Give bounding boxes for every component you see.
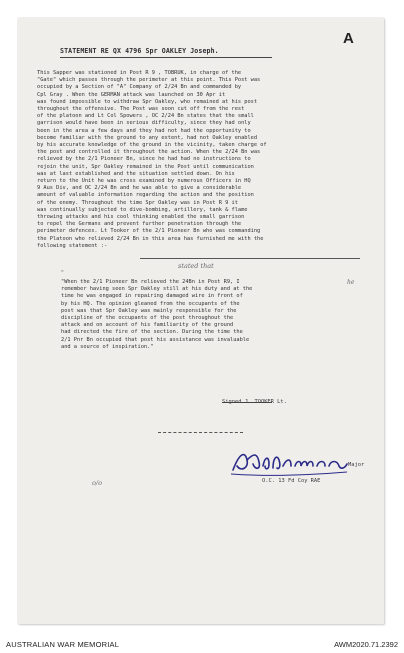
text-line: "Gate" which passes through the perimeter at this point. This Post was <box>37 77 261 84</box>
text-line: and a source of inspiration." <box>61 343 154 350</box>
paragraph-2-quotation <box>61 279 361 351</box>
text-line: rejoin the unit, Spr Oakley remained in the Post until communication <box>37 163 254 170</box>
text-line: perimeter defences. Lt Tooker of the 2/1 Pioneer Bn who was commanding <box>37 228 261 235</box>
text-line: "When the 2/1 Pioneer Bn relieved the 24Bn in Post R9, I <box>61 279 240 285</box>
text-line: of the enemy. Throughout the time Spr Oakley was in Post R 9 it <box>37 199 238 206</box>
archive-caption: AUSTRALIAN WAR MEMORIAL <box>6 640 120 649</box>
handwritten-note: stated that <box>178 262 214 270</box>
margin-mark: " <box>61 270 64 277</box>
text-line: return to the Unit he was cross examined by numerous Officers in HQ <box>37 178 251 185</box>
heading-underline <box>60 57 272 58</box>
text-line: of the platoon and Lt Col Spowers , OC 2/24 Bn states that the small <box>37 113 254 120</box>
signed-line: Signed J. TOOKER Lt. <box>222 399 287 405</box>
text-line: This Sapper was stationed in Post R 9 , TOBRUK, in charge of the <box>37 70 242 76</box>
text-line: the post and controlled it throughout the action. When the 2/24 Bn was <box>37 149 261 156</box>
paragraph-1 <box>37 70 367 250</box>
text-line: garrison would have been in serious difficulty, since they had only <box>37 120 251 127</box>
text-line: attack and on account of his familiarity of the ground <box>61 322 234 329</box>
margin-mark-right: he <box>347 279 355 286</box>
signed-strikethrough <box>222 402 272 403</box>
text-line: time he was engaged in repairing damaged wire in front of <box>61 293 243 300</box>
text-line: was found impossible to withdraw Spr Oakley, who remained at his post <box>37 98 258 105</box>
text-line: to repel the Germans and prevent further penetration through the <box>37 221 242 228</box>
text-line: was continually subjected to dive-bombing, artillery, tank & flame <box>37 206 248 213</box>
text-line: remember having seen Spr Oakley still at his duty and at the <box>61 286 253 293</box>
text-line: was at last established and the situation settled down. On his <box>37 170 235 177</box>
text-line: by his HQ. The opinion gleaned from the occupants of the <box>61 300 240 307</box>
text-line: by his accurate knowledge of the ground in the vicinity, taken charge of <box>37 142 267 149</box>
strikethrough-line <box>140 258 360 259</box>
pencil-mark: o/o <box>92 479 103 487</box>
text-line: throwing attacks and his cool thinking enabled the small garrison <box>37 214 245 221</box>
signature-rank: Major <box>348 462 365 468</box>
text-line: had directed the fire of the section. During the time the <box>61 329 243 336</box>
text-line: post was that Spr Oakley was mainly responsible for the <box>61 307 237 314</box>
text-line: 9 Aus Div, and OC 2/24 Bn and he was able to give a considerable <box>37 185 242 192</box>
text-line: amount of valuable information regarding the action and the position <box>37 192 254 199</box>
corner-letter: A <box>343 30 354 47</box>
text-line: become familiar with the ground to any extent, had not Oakley enabled <box>37 134 258 141</box>
document-heading: STATEMENT RE QX 4796 Spr OAKLEY Joseph. <box>60 47 219 55</box>
archive-reference: AWM2020.71.2392 <box>334 640 398 649</box>
text-line: been in the area a few days and they had not had the opportunity to <box>37 127 251 134</box>
text-line: Cpl Gray . When the GERMAN attack was launched on 30 Apr it <box>37 91 226 98</box>
text-line: occupied by a Section of "A" Company of 2/24 Bn and commanded by <box>37 84 242 91</box>
text-line: discipline of the occupants of the post throughout the <box>61 315 234 322</box>
text-line: the Platoon who relieved 2/24 Bn in this area has furnished me with the <box>37 235 264 242</box>
text-line: 2/1 Pnr Bn occupied that post his assistance was invaluable <box>61 336 250 343</box>
signature-unit: O.C. 13 Fd Coy RAE <box>262 478 321 484</box>
text-line: relieved by the 2/1 Pioneer Bn, since he had had no instructions to <box>37 156 251 163</box>
text-line: following statement :- <box>37 242 108 249</box>
dashed-divider <box>158 432 243 433</box>
text-line: throughout the offensive. The Post was soon cut off from the rest <box>37 106 245 113</box>
